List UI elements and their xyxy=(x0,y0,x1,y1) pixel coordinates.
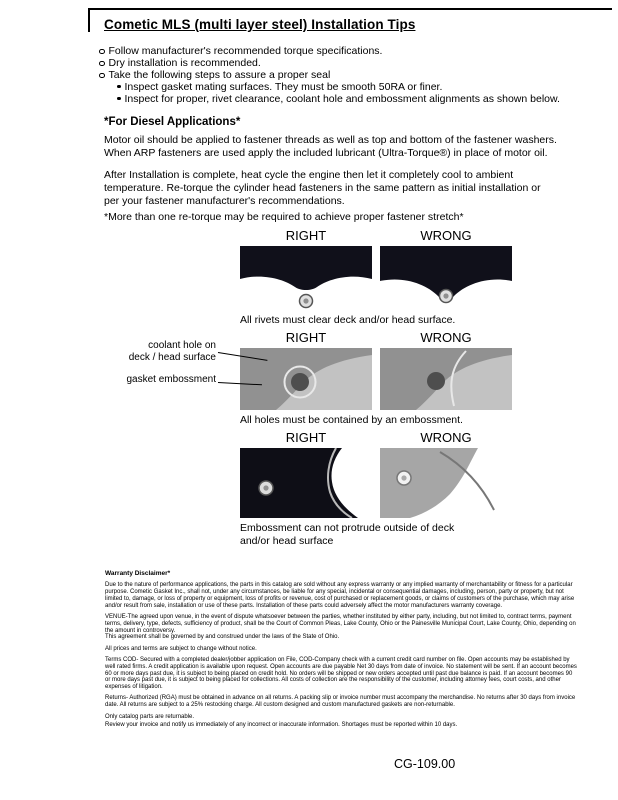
rivet-diagram-row xyxy=(240,228,512,327)
diesel-paragraph-2: After Installation is complete, heat cycle the engine then let it completely cool to ambient temperature. Re-torque the cylinder head fasteners in the same pattern as initial installation or per your fastener manufacturer's recommendations. xyxy=(104,169,541,207)
page-title: Cometic MLS (multi layer steel) Installation Tips xyxy=(104,17,416,32)
warranty-paragraph: Only catalog parts are returnable. xyxy=(105,713,195,720)
protrusion-right-figure xyxy=(240,448,372,518)
circle-bullet-icon xyxy=(99,61,105,67)
list-item xyxy=(99,69,560,81)
embossment-figures xyxy=(240,348,512,410)
retorque-note: *More than one re-torque may be required to achieve proper fastener stretch* xyxy=(104,211,464,223)
list-item xyxy=(99,57,560,69)
wrong-label: WRONG xyxy=(420,330,472,345)
gasket-embossment-label: gasket embossment xyxy=(126,374,216,385)
coolant-hole-label: coolant hole on deck / head surface xyxy=(128,340,216,363)
diagram-column-labels xyxy=(240,330,512,345)
embossment-right-figure xyxy=(240,348,372,410)
diesel-heading: *For Diesel Applications* xyxy=(104,116,241,128)
rivet-wrong-figure xyxy=(380,246,512,310)
right-label: RIGHT xyxy=(285,430,327,445)
warranty-paragraph: Due to the nature of performance applications, the parts in this catalog are sold without any express warranty or any implied warranty of merchantability or fitness for a particular purpose. Cometic Gasket Inc., shall not, under any circumstances, be liable for any special, incidental or consequential damages, including, person, party or property, but not limited to, damage, or loss of property or equipment, loss of profits or revenue, cost of purchased or replacement goods, or claims of customers of the purchase, which may arise and/or result from sale, installation or use of these parts. Installation of these parts could adversely affect the motor manufacturers warranty coverage. xyxy=(105,582,575,609)
rivet-figures xyxy=(240,246,512,310)
warranty-paragraph: VENUE-The agreed upon venue, in the event of dispute whatsoever between the parties, whether instituted by either party, including, but not limited to, contract terms, payment terms, delivery, type, defects, sufficiency of product, shall be the Court of Common Pleas, Lake County, Ohio or the Painesville Municipal Court, Lake County, Ohio, depending on the amount in controversy. xyxy=(105,613,576,634)
dot-bullet-icon xyxy=(117,85,121,89)
wrong-label: WRONG xyxy=(420,228,472,243)
list-item-text: Follow manufacturer's recommended torque specifications. xyxy=(108,45,383,57)
page-border-left xyxy=(88,8,90,32)
warranty-heading: Warranty Disclaimer* xyxy=(105,570,171,577)
dot-bullet-icon xyxy=(117,97,121,101)
list-item xyxy=(99,45,560,57)
warranty-paragraph: Terms COD- Secured with a completed dealer/jobber application on File, COD-Company check with a current credit card number on file. Open accounts may be established by well rated firms. A credit application is available upon request. Open accounts are due payable Net 30 days from date of invoice. No statement will be sent. If an account becomes 60 or more days past due, it is subject to being placed on credit hold. No orders will be shipped or new orders accepted until past due balance is paid. If an account becomes 90 or more days past due, it is subject to being placed for collections. All costs of collection are the responsibility of the customer, including attorney fees, court costs, and other expenses of litigation. xyxy=(105,656,577,691)
list-item-text: Inspect for proper, rivet clearance, coolant hole and embossment alignments as shown below. xyxy=(124,93,560,105)
embossment-diagram-row xyxy=(240,330,512,427)
diesel-paragraph-1: Motor oil should be applied to fastener threads as well as top and bottom of the fastener washers. When ARP fasteners are used apply the included lubricant (Ultra-Torque®) in place of motor oil. xyxy=(104,134,557,159)
list-item-text: Dry installation is recommended. xyxy=(108,57,261,69)
warranty-paragraph: Review your invoice and notify us immediately of any incorrect or inaccurate information. Shortages must be reported within 10 days. xyxy=(105,722,458,729)
embossment-wrong-figure xyxy=(380,348,512,410)
right-label: RIGHT xyxy=(285,228,327,243)
diagram-column-labels xyxy=(240,430,512,445)
warranty-paragraph: Returns- Authorized (RGA) must be obtained in advance on all returns. A packing slip or invoice number must accompany the merchandise. No returns after 30 days from invoice date. All returns are subject to a 25% restocking charge. All custom designed and custom manufactured gaskets are non-returnable. xyxy=(105,695,576,709)
protrusion-caption: Embossment can not protrude outside of deck and/or head surface xyxy=(240,522,455,547)
rivet-right-figure xyxy=(240,246,372,310)
wrong-label: WRONG xyxy=(420,430,472,445)
circle-bullet-icon xyxy=(99,49,105,55)
warranty-paragraph: This agreement shall be governed by and construed under the laws of the State of Ohio. xyxy=(105,634,340,641)
circle-bullet-icon xyxy=(99,73,105,79)
rivet-caption: All rivets must clear deck and/or head surface. xyxy=(240,314,456,326)
tips-list xyxy=(99,45,560,105)
diagram-column-labels xyxy=(240,228,512,243)
list-sub-item xyxy=(117,81,560,93)
embossment-caption: All holes must be contained by an embossment. xyxy=(240,414,463,426)
list-item-text: Inspect gasket mating surfaces. They must be smooth 50RA or finer. xyxy=(124,81,443,93)
page-border-top xyxy=(88,8,612,10)
warranty-paragraph: All prices and terms are subject to change without notice. xyxy=(105,645,257,652)
document-code: CG-109.00 xyxy=(394,757,456,771)
protrusion-diagram-row xyxy=(240,430,512,547)
list-sub-item xyxy=(117,93,560,105)
warranty-disclaimer xyxy=(105,571,577,734)
list-item-text: Take the following steps to assure a proper seal xyxy=(108,69,331,81)
right-label: RIGHT xyxy=(285,330,327,345)
protrusion-wrong-figure xyxy=(380,448,512,518)
protrusion-figures xyxy=(240,448,512,518)
